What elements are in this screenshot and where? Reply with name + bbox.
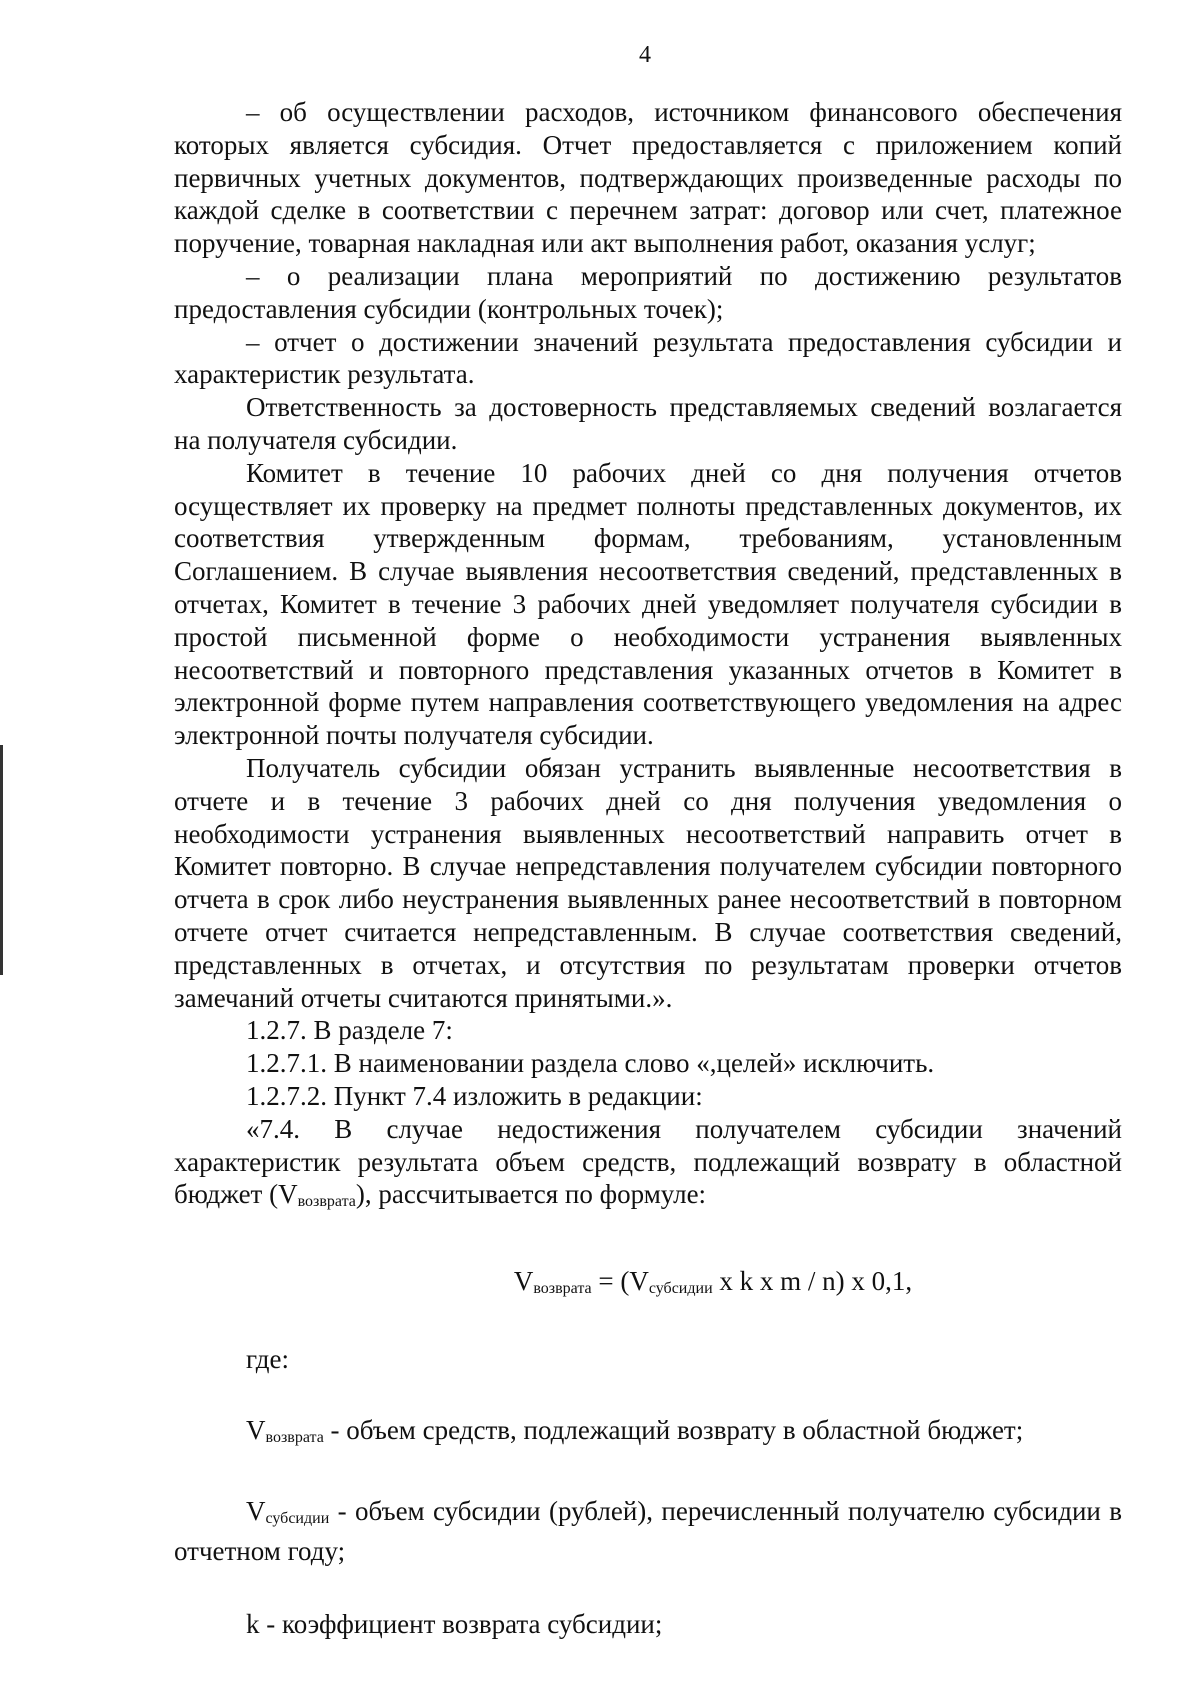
formula-mid-subscript: субсидии [648,1280,713,1298]
definition-v-return [174,1414,1122,1455]
definition-symbol: k [246,1609,260,1640]
paragraph-recipient-obligation: Получатель субсидии обязан устранить выявленные несоответствия в отчете и в течение 3 рабочих дней со дня получения уведомления о необходимости устранения выявленных несоответствий направить отчет в Комитет повторно. В случае непредставления получателем субсидии повторного отчета в срок либо неустранения выявленных ранее несоответствий в повторном отчете отчет считается непредставленным. В случае соответствия сведений, представленных в отчетах, и отсутствия по результатам проверки отчетов замечаний отчеты считаются принятыми.». [174,752,1122,1013]
definition-symbol: V [246,1495,266,1526]
page-number: 4 [639,42,651,68]
paragraph-committee-check: Комитет в течение 10 рабочих дней со дня получения отчетов осуществляет их проверку на предмет полноты представленных документов, их соответствия утвержденным формам, требованиям, установленным Соглашением. В случае выявления несоответствия сведений, представленных в отчетах, Комитет в течение 3 рабочих дней уведомляет получателя субсидии в простой письменной форме о необходимости устранения выявленных несоответствий и повторного представления указанных отчетов в Комитет в электронной форме путем направления соответствующего уведомления на адрес электронной почты получателя субсидии. [174,457,1122,751]
scan-mark [0,745,3,975]
clause-subscript: возврата [297,1193,356,1211]
document-body [174,96,1122,1649]
formula-lhs: V [513,1266,534,1297]
formula-lhs-subscript: возврата [533,1280,592,1298]
formula-rest: x k x m / n) x 0,1, [712,1266,913,1297]
paragraph-section-7: 1.2.7. В разделе 7: [246,1015,453,1046]
paragraph-report-expenses: – об осуществлении расходов, источником финансового обеспечения которых является субсидия. Отчет предоставляется с приложением копий первичных учетных документов, подтверждающих произведенные расходы по каждой сделке в соответствии с перечнем затрат: договор или счет, платежное поручение, товарная накладная или акт выполнения работ, оказания услуг; [174,97,1122,259]
clause-text-after: ), рассчитывается по формуле: [355,1179,707,1210]
paragraph-responsibility: Ответственность за достоверность представляемых сведений возлагается на получателя субсидии. [174,392,1122,455]
paragraph-section-7-1: 1.2.7.1. В наименовании раздела слово «,целей» исключить. [246,1048,935,1079]
definition-text: - коэффициент возврата субсидии; [259,1609,663,1640]
paragraph-report-results: – отчет о достижении значений результата предоставления субсидии и характеристик результата. [174,326,1122,390]
definition-subscript: субсидии [265,1509,330,1527]
paragraph-section-7-2: 1.2.7.2. Пункт 7.4 изложить в редакции: [246,1080,703,1111]
formula [174,1265,1122,1305]
definition-text: - объем средств, подлежащий возврату в областной бюджет; [323,1414,1024,1445]
clause-text-before: «7.4. В случае недостижения получателем субсидии значений характеристик результата объем средств, подлежащий возврату в областной бюджет (V [174,1113,1122,1210]
paragraph-report-plan: – о реализации плана мероприятий по достижению результатов предоставления субсидии (контрольных точек); [174,260,1122,324]
definition-v-subsidy [174,1495,1122,1569]
definition-subscript: возврата [265,1428,324,1446]
definition-symbol: V [246,1414,266,1445]
formula-eq: = (V [591,1266,649,1297]
where-label: где: [246,1344,289,1375]
definition-k [174,1608,1122,1649]
paragraph-clause-7-4 [174,1113,1122,1219]
definition-text: - объем субсидии (рублей), перечисленный получателю субсидии в отчетном году; [174,1495,1122,1567]
